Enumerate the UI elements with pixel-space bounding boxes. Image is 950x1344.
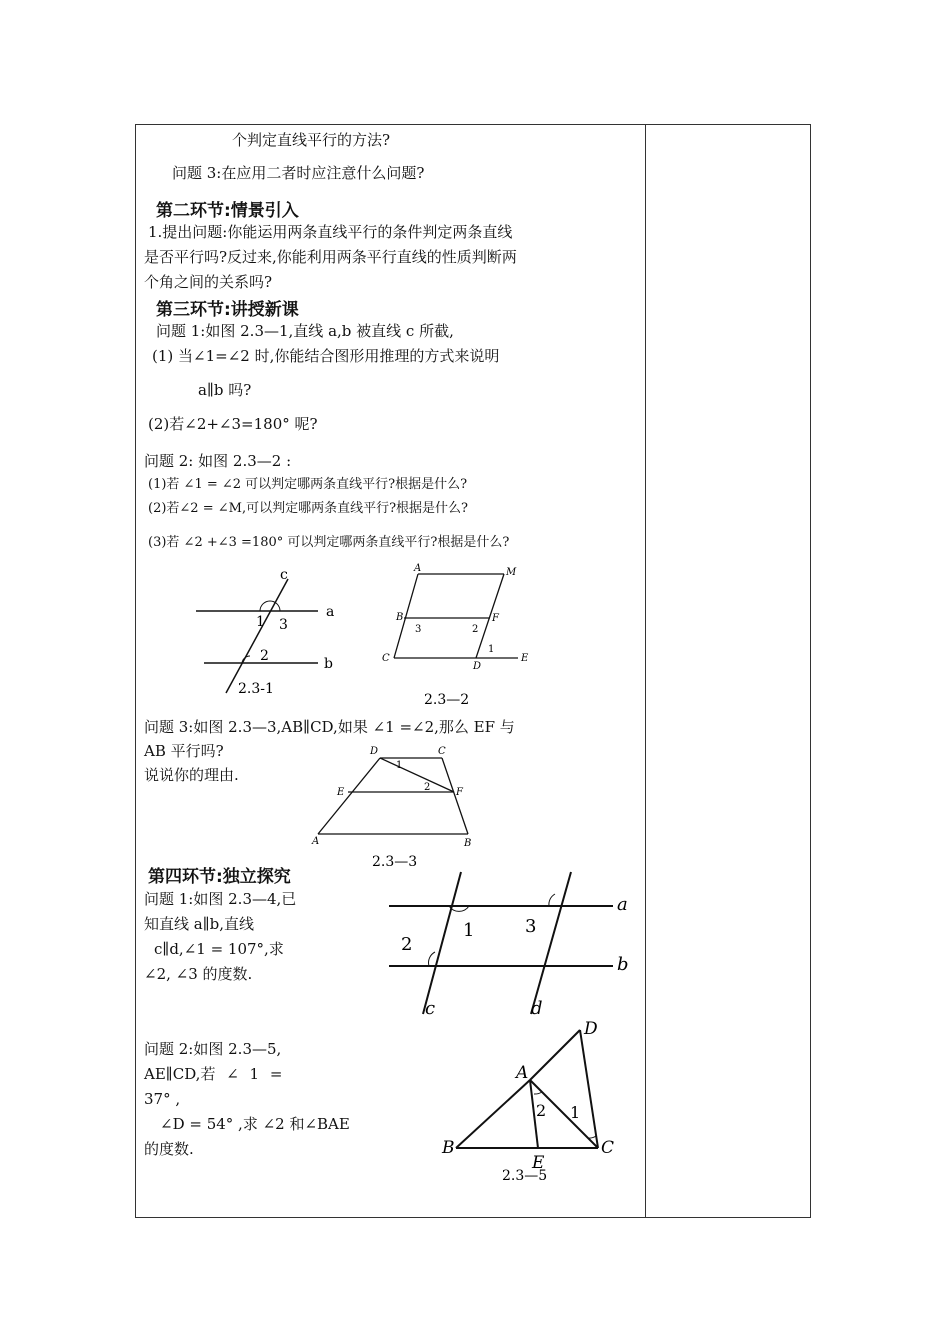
label-angle-2: 2 [424, 782, 431, 793]
segment-BA [456, 1080, 530, 1148]
label-E: E [337, 787, 345, 798]
label-C: C [438, 746, 446, 757]
label-D: D [584, 1019, 598, 1039]
figure-2-3-3 [310, 744, 480, 870]
angle-arc-2 [429, 952, 435, 966]
figure-caption: 2.3—3 [372, 854, 418, 870]
label-C: C [601, 1138, 615, 1158]
s4-q2-line-4: ∠D = 54° ,求 ∠2 和∠BAE [160, 1115, 350, 1133]
table-column-divider [645, 124, 646, 1218]
s4-q1-line-4: ∠2, ∠3 的度数. [144, 965, 253, 983]
label-a: a [326, 604, 335, 620]
segment-CB [442, 758, 468, 834]
figure-2-3-4 [385, 868, 635, 1018]
figure-caption: 2.3-1 [238, 681, 274, 697]
figure-2-3-1 [190, 565, 350, 705]
line-c [226, 579, 288, 693]
label-c: c [425, 998, 436, 1019]
s4-q2-line-5: 的度数. [144, 1140, 194, 1158]
line-d [531, 872, 571, 1014]
label-angle-1: 1 [570, 1103, 581, 1122]
s4-q1-line-2: 知直线 a∥b,直线 [144, 915, 255, 933]
label-C: C [382, 653, 390, 664]
section-4-heading: 第四环节:独立探究 [148, 862, 291, 887]
s3-q2-title: 问题 2: 如图 2.3—2 : [144, 452, 292, 470]
label-b: b [617, 954, 629, 975]
figure-caption: 2.3—5 [502, 1168, 548, 1184]
s3-q1-part1: (1) 当∠1=∠2 时,你能结合图形用推理的方式来说明 [152, 347, 500, 365]
section-2-line-3: 个角之间的关系吗? [144, 273, 273, 291]
label-angle-1: 1 [256, 614, 265, 630]
label-angle-3: 3 [525, 916, 537, 937]
segment-DA [318, 758, 380, 834]
label-angle-1: 1 [463, 920, 475, 941]
s3-q2-item-1: (1)若 ∠1 = ∠2 可以判定哪两条直线平行?根据是什么? [148, 477, 468, 492]
figure-2-3-2 [378, 562, 538, 712]
label-F: F [492, 613, 499, 624]
angle-arc-1 [588, 1136, 596, 1138]
s4-q1-line-3: c∥d,∠1 = 107°,求 [154, 940, 284, 958]
label-angle-1: 1 [488, 644, 495, 655]
label-angle-2: 2 [472, 624, 479, 635]
s4-q2-line-1: 问题 2:如图 2.3—5, [144, 1040, 282, 1058]
s3-q3-line-1: 问题 3:如图 2.3—3,AB∥CD,如果 ∠1 =∠2,那么 EF 与 [144, 718, 515, 736]
label-E: E [521, 653, 529, 664]
s4-q2-line-2: AE∥CD,若 ∠ 1 = [144, 1065, 283, 1083]
intro-line: 个判定直线平行的方法? [232, 131, 391, 149]
figure-caption: 2.3—2 [424, 692, 470, 708]
s3-q2-item-2: (2)若∠2 = ∠M,可以判定哪两条直线平行?根据是什么? [148, 501, 469, 516]
s3-q2-item-3: (3)若 ∠2 +∠3 =180° 可以判定哪两条直线平行?根据是什么? [148, 535, 510, 550]
line-c [423, 872, 461, 1014]
segment-AD [530, 1030, 580, 1080]
s3-q1-part2: (2)若∠2+∠3=180° 呢? [148, 415, 318, 433]
label-angle-2: 2 [401, 934, 413, 955]
section-2-heading: 第二环节:情景引入 [156, 201, 299, 221]
label-E: E [532, 1153, 545, 1173]
s3-q3-line-2: AB 平行吗? [144, 742, 224, 760]
label-b: b [324, 656, 333, 672]
label-M: M [506, 567, 517, 578]
label-B: B [464, 838, 472, 849]
label-angle-2: 2 [536, 1101, 547, 1120]
label-B: B [396, 612, 404, 623]
angle-arc-3 [549, 894, 555, 906]
section-2-line-1: 1.提出问题:你能运用两条直线平行的条件判定两条直线 [148, 223, 513, 241]
label-D: D [370, 746, 379, 757]
s4-q1-line-1: 问题 1:如图 2.3—4,已 [144, 890, 297, 908]
s3-q3-line-3: 说说你的理由. [144, 766, 239, 784]
label-D: D [473, 661, 482, 672]
s4-q2-line-3: 37° , [144, 1090, 181, 1108]
label-F: F [456, 787, 463, 798]
angle-arc-1-3 [260, 601, 280, 611]
label-d: d [531, 998, 543, 1019]
segment-DC [580, 1030, 598, 1148]
angle-arc-2 [534, 1092, 542, 1094]
s3-q1-title: 问题 1:如图 2.3—1,直线 a,b 被直线 c 所截, [156, 322, 454, 340]
label-a: a [617, 894, 628, 915]
label-A: A [414, 563, 422, 574]
figure-2-3-5 [438, 1018, 628, 1188]
label-A: A [312, 836, 320, 847]
label-angle-3: 3 [279, 617, 288, 633]
section-3-heading: 第三环节:讲授新课 [156, 300, 299, 320]
section-2-line-2: 是否平行吗?反过来,你能利用两条平行直线的性质判断两 [144, 248, 517, 266]
label-angle-2: 2 [260, 648, 269, 664]
label-angle-3: 3 [415, 624, 422, 635]
label-B: B [442, 1138, 455, 1158]
label-A: A [516, 1063, 529, 1083]
segment-DF [380, 758, 454, 792]
label-angle-1: 1 [396, 760, 403, 771]
s3-q1-part1b: a∥b 吗? [198, 381, 252, 399]
label-c: c [280, 567, 288, 583]
intro-question-3: 问题 3:在应用二者时应注意什么问题? [172, 164, 425, 182]
